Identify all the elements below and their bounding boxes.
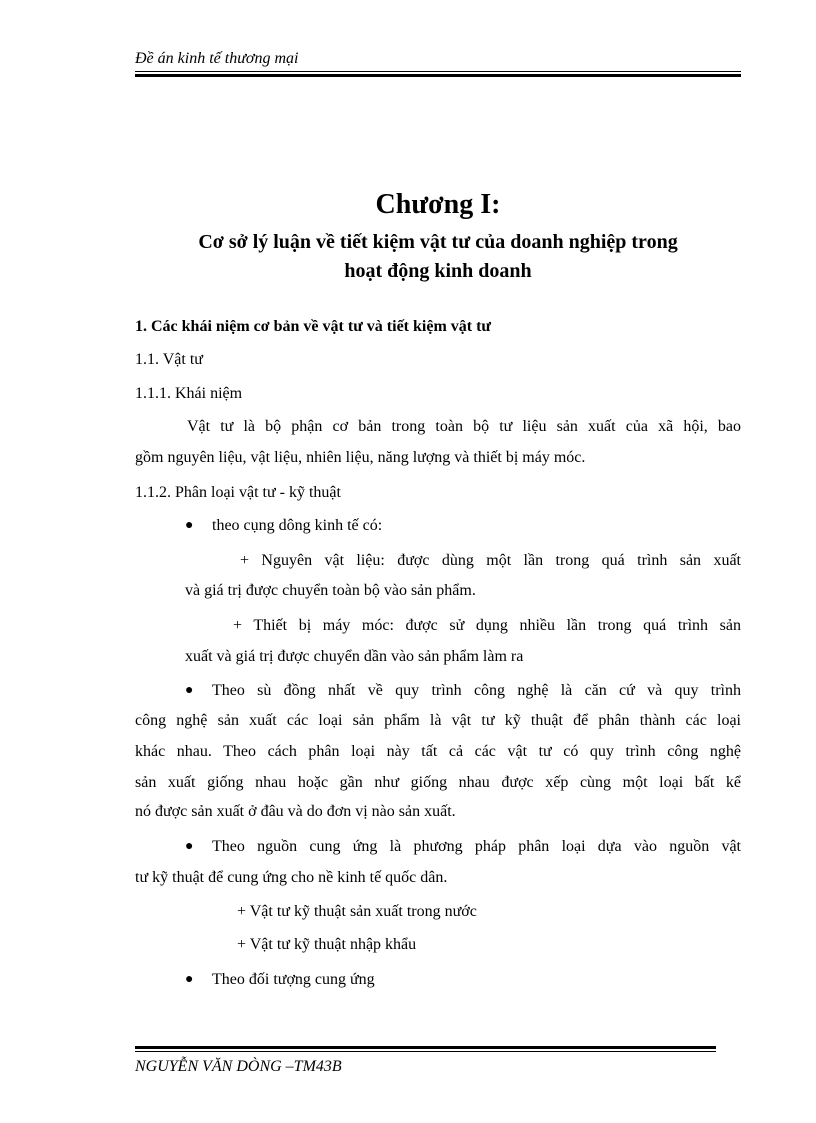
bullet-item-2-line-1: Theo sù đồng nhất về quy trình công nghệ là căn cứ và quy trình [212,682,741,699]
header-rule-thick [135,74,741,77]
running-header: Đề án kinh tế thương mại [135,50,299,67]
footer-rule-thin [135,1051,716,1052]
section-heading-1-1-1: 1.1.1. Khái niệm [135,385,243,402]
chapter-subtitle [135,228,741,286]
running-footer: NGUYỄN VĂN DÒNG –TM43B [135,1058,342,1075]
bullet-item-3-line-1: Theo nguồn cung ứng là phương pháp phân loại dựa vào nguồn vật [212,838,741,855]
bullet-dot: ● [185,839,194,854]
sub-item-3: + Vật tư kỹ thuật sản xuất trong nước [237,903,477,920]
bullet-dot: ● [185,518,194,533]
bullet-item-1: theo cụng dông kinh tế có: [212,517,383,534]
section-heading-1-1: 1.1. Vật tư [135,351,203,368]
header-rule-thin [135,71,741,72]
bullet-item-4: Theo đối tượng cung ứng [212,971,375,988]
bullet-dot: ● [185,683,194,698]
bullet-item-2-line-2: công nghệ sản xuất các loại sản phẩm là vật tư kỹ thuật để phân thành các loại [135,712,741,729]
chapter-title: Chương I: [375,189,501,220]
bullet-item-2-line-4: sản xuất giống nhau hoặc gần như giống nhau được xếp cùng một loại bất kể [135,774,741,791]
chapter-subtitle-line-1: Cơ sở lý luận về tiết kiệm vật tư của doanh nghiệp trong [198,231,678,253]
bullet-item-2-line-3: khác nhau. Theo cách phân loại này tất cả các vật tư có quy trình công nghệ [135,743,741,760]
sub-item-2-line-1: + Thiết bị máy móc: được sử dụng nhiều lần trong quá trình sản [233,617,741,634]
footer-rule-thick [135,1046,716,1049]
section-heading-1-1-2: 1.1.2. Phân loại vật tư - kỹ thuật [135,484,341,501]
paragraph-1-line-1: Vật tư là bộ phận cơ bản trong toàn bộ tư liệu sản xuất của xã hội, bao [187,418,741,435]
chapter-subtitle-line-2: hoạt động kinh doanh [344,260,532,282]
sub-item-1-line-1: + Nguyên vật liệu: được dùng một lần trong quá trình sản xuất [240,552,741,569]
bullet-item-3-line-2: tư kỹ thuật để cung ứng cho nề kinh tế quốc dân. [135,869,448,886]
bullet-item-2-line-5: nó được sản xuất ở đâu và do đơn vị nào sản xuất. [135,803,456,820]
paragraph-1-line-2: gồm nguyên liệu, vật liệu, nhiên liệu, năng lượng và thiết bị máy móc. [135,449,586,466]
section-heading-1: 1. Các khái niệm cơ bản về vật tư và tiết kiệm vật tư [135,318,492,335]
sub-item-1-line-2: và giá trị được chuyển toàn bộ vào sản phẩm. [185,582,476,599]
sub-item-4: + Vật tư kỹ thuật nhập khẩu [237,936,417,953]
bullet-dot: ● [185,972,194,987]
sub-item-2-line-2: xuất và giá trị được chuyển dần vào sản phẩm làm ra [185,648,524,665]
